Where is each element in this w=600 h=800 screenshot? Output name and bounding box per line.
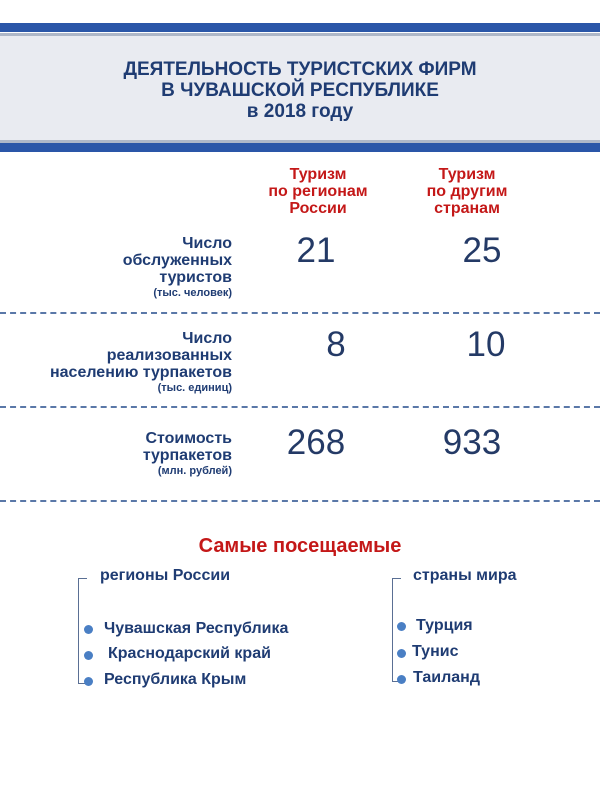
header-top-stripe [0, 23, 600, 32]
bullet-icon [397, 622, 406, 631]
column-header-line: по другим [426, 183, 508, 200]
row-label-line: обслуженных [122, 252, 232, 269]
column-header-line: Туризм [438, 166, 496, 183]
popular-destinations-title: Самые посещаемые [198, 535, 402, 557]
value-packages-russia: 8 [326, 325, 346, 364]
column-header-other-countries [377, 166, 557, 217]
row-divider [0, 312, 600, 314]
bullet-icon [84, 677, 93, 686]
row-divider [0, 406, 600, 408]
row-label-line: турпакетов [142, 447, 232, 464]
page-title-line-1: ДЕЯТЕЛЬНОСТЬ ТУРИСТСКИХ ФИРМ [123, 59, 477, 80]
regions-heading: регионы России [100, 567, 231, 584]
region-item: Республика Крым [104, 671, 247, 688]
row-label-line: Число [182, 235, 232, 252]
bullet-icon [397, 675, 406, 684]
page-title-year: в 2018 году [246, 101, 354, 122]
value-tourists-abroad: 25 [462, 231, 502, 270]
bullet-icon [397, 649, 406, 658]
column-header-line: странам [434, 200, 500, 217]
country-item: Таиланд [413, 669, 480, 686]
value-cost-russia: 268 [286, 423, 346, 462]
row-label-line: Число [182, 330, 232, 347]
row-unit: (тыс. человек) [153, 287, 232, 299]
header-bottom-stripe [0, 143, 600, 152]
row-label-line: Стоимость [145, 430, 232, 447]
value-cost-abroad: 933 [442, 423, 502, 462]
region-item: Чувашская Республика [104, 620, 289, 637]
country-item: Тунис [412, 643, 459, 660]
country-item: Турция [416, 617, 473, 634]
page-title-line-2: В ЧУВАШСКОЙ РЕСПУБЛИКЕ [161, 80, 439, 101]
column-header-line: Туризм [289, 166, 347, 183]
value-packages-abroad: 10 [466, 325, 506, 364]
row-label-line: реализованных [106, 347, 232, 364]
row-label-tourists-served [40, 235, 232, 300]
column-header-line: России [289, 200, 347, 217]
row-unit: (тыс. единиц) [157, 382, 232, 394]
row-divider [0, 500, 600, 502]
row-label-packages-sold [40, 330, 232, 395]
row-label-packages-cost [40, 430, 232, 478]
bullet-icon [84, 625, 93, 634]
column-header-line: по регионам [268, 183, 368, 200]
region-item: Краснодарский край [108, 645, 271, 662]
bullet-icon [84, 651, 93, 660]
row-label-line: туристов [159, 269, 232, 286]
row-unit: (млн. рублей) [157, 465, 232, 477]
countries-heading: страны мира [413, 567, 517, 584]
row-label-line: населению турпакетов [49, 364, 232, 381]
value-tourists-russia: 21 [296, 231, 336, 270]
